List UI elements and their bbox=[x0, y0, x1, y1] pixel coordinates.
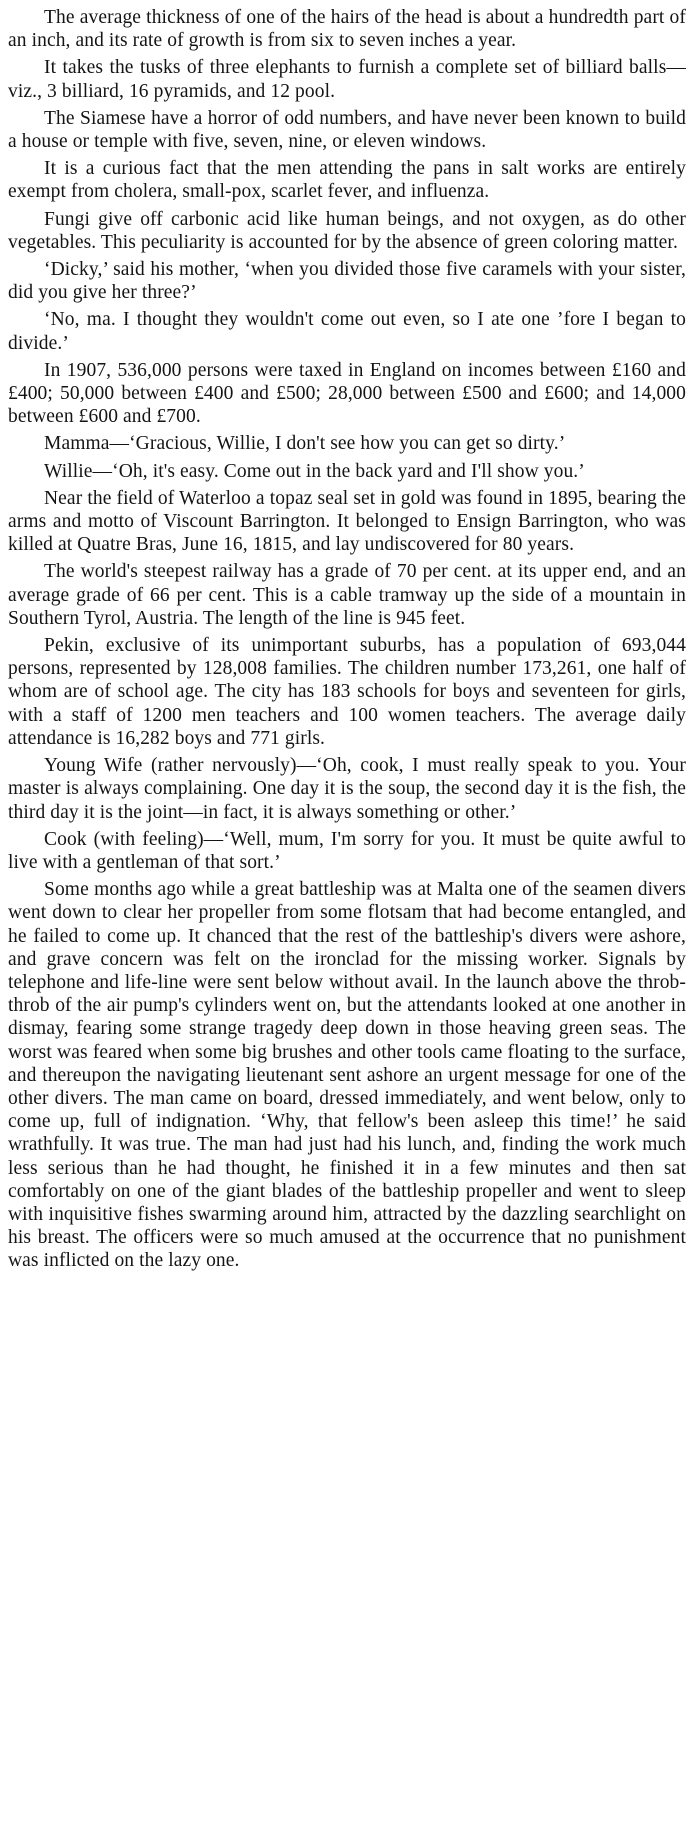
paragraph-waterloo-seal: Near the field of Waterloo a topaz seal set in gold was found in 1895, bearing the arms and motto of Viscount Barrington. It belonged to Ensign Barrington, who was killed at Quatre Bras, June 16, 1815, and lay undiscovered for 80 years. bbox=[8, 487, 686, 556]
paragraph-fungi: Fungi give off carbonic acid like human beings, and not oxygen, as do other vegetables. This peculiarity is accounted for by the absence of green coloring matter. bbox=[8, 208, 686, 253]
paragraph-battleship-diver: Some months ago while a great battleship was at Malta one of the seamen divers went down to clear her propeller from some flotsam that had become entangled, and he failed to come up. It chanced that the rest of the battleship's divers were ashore, and grave concern was felt on the ironclad for the missing worker. Signals by telephone and life-line were sent below without avail. In the launch above the throb-throb of the air pump's cylinders went on, but the attendants looked at one another in dismay, fearing some strange tragedy deep down in those heaving green seas. The worst was feared when some big brushes and other tools came floating to the surface, and thereupon the navigating lieutenant sent ashore an urgent message for one of the other divers. The man came on board, dressed immediately, and went below, only to come up, full of indignation. ‘Why, that fellow's been asleep this time!’ he said wrathfully. It was true. The man had just had his lunch, and, finding the work much less serious than he had thought, he finished it in a few minutes and then sat comfortably on one of the giant blades of the battleship propeller and went to sleep with inquisitive fishes swarming around him, attracted by the dazzling searchlight on his breast. The officers were so much amused at the occurrence that no punishment was inflicted on the lazy one. bbox=[8, 879, 686, 1272]
paragraph-cook: Cook (with feeling)—‘Well, mum, I'm sorry for you. It must be quite awful to live with a gentleman of that sort.’ bbox=[8, 828, 686, 873]
paragraph-young-wife: Young Wife (rather nervously)—‘Oh, cook, I must really speak to you. Your master is always complaining. One day it is the soup, the second day it is the fish, the third day it is the joint—in fact, it is always something or other.’ bbox=[8, 755, 686, 823]
paragraph-billiard-balls: It takes the tusks of three elephants to furnish a complete set of billiard balls—viz., 3 billiard, 16 pyramids, and 12 pool. bbox=[8, 57, 686, 102]
paragraph-hair-thickness: The average thickness of one of the hairs of the head is about a hundredth part of an inch, and its rate of growth is from six to seven inches a year. bbox=[8, 7, 686, 52]
paragraph-dicky-answer: ‘No, ma. I thought they wouldn't come out even, so I ate one ’fore I began to divide.’ bbox=[8, 309, 686, 354]
paragraph-england-incomes: In 1907, 536,000 persons were taxed in England on incomes between £160 and £400; 50,000 between £400 and £500; 28,000 between £500 and £600; and 14,000 between £600 and £700. bbox=[8, 359, 686, 428]
paragraph-steepest-railway: The world's steepest railway has a grade of 70 per cent. at its upper end, and an average grade of 66 per cent. This is a cable tramway up the side of a mountain in Southern Tyrol, Austria. The length of the line is 945 feet. bbox=[8, 561, 686, 629]
paragraph-willie: Willie—‘Oh, it's easy. Come out in the back yard and I'll show you.’ bbox=[44, 460, 585, 482]
paragraph-salt-works: It is a curious fact that the men attending the pans in salt works are entirely exempt from cholera, small-pox, scarlet fever, and influenza. bbox=[8, 158, 686, 203]
paragraph-pekin: Pekin, exclusive of its unimportant suburbs, has a population of 693,044 persons, represented by 128,008 families. The children number 173,261, one half of whom are of school age. The city has 183 schools for boys and seventeen for girls, with a staff of 1200 men teachers and 100 women teachers. The average daily attendance is 16,282 boys and 771 girls. bbox=[8, 635, 686, 749]
paragraph-siamese-odd-numbers: The Siamese have a horror of odd numbers, and have never been known to build a house or temple with five, seven, nine, or eleven windows. bbox=[8, 107, 686, 153]
paragraph-dicky-question: ‘Dicky,’ said his mother, ‘when you divided those five caramels with your sister, did you give her three?’ bbox=[8, 259, 686, 304]
paragraph-mamma: Mamma—‘Gracious, Willie, I don't see how you can get so dirty.’ bbox=[44, 433, 566, 455]
